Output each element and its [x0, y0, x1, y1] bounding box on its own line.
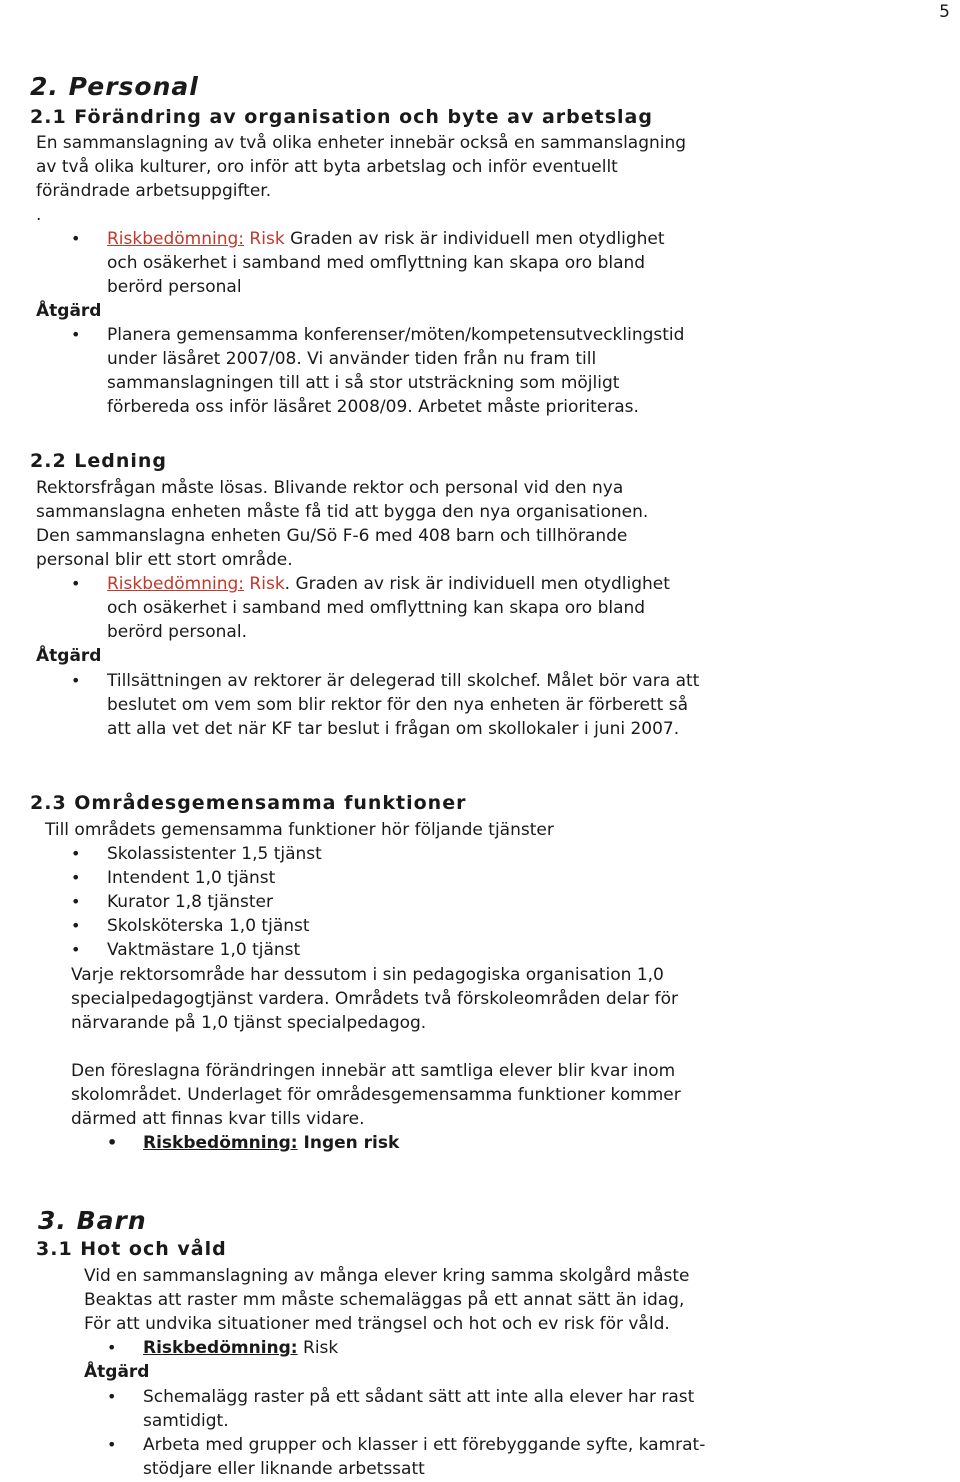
risk-text: . Graden av risk är individuell men otydlighet [284, 574, 670, 594]
heading-2-3: 2.3 Områdesgemensamma funktioner [30, 792, 467, 814]
action-bullet-3-1-a [107, 1385, 694, 1433]
risk-value: Risk [297, 1338, 339, 1358]
text-line: beslutet om vem som blir rektor för den nya enheten är förberett så [107, 695, 689, 715]
text-line: närvarande på 1,0 tjänst specialpedagog. [71, 1013, 427, 1033]
text-line: och osäkerhet i samband med omflyttning kan skapa oro bland [107, 598, 646, 618]
risk-label: Riskbedömning: [107, 574, 245, 594]
list-item: • Intendent 1,0 tjänst [71, 866, 322, 890]
heading-3-1: 3.1 Hot och våld [36, 1238, 227, 1260]
text-line: Varje rektorsområde har dessutom i sin pedagogiska organisation 1,0 [71, 965, 664, 985]
page-number: 5 [939, 2, 950, 22]
text-line: Vid en sammanslagning av många elever kring samma skolgård måste [84, 1266, 690, 1286]
services-list [71, 842, 322, 962]
text-line: Rektorsfrågan måste lösas. Blivande rektor och personal vid den nya [36, 478, 624, 498]
text-line: skolområdet. Underlaget för områdesgemensamma funktioner kommer [71, 1085, 681, 1105]
heading-2-2: 2.2 Ledning [30, 450, 168, 472]
text-line: och osäkerhet i samband med omflyttning kan skapa oro bland [107, 253, 646, 273]
risk-value: Ingen risk [297, 1133, 400, 1153]
section-3-1-intro [84, 1264, 689, 1336]
action-label-2-1: Åtgärd [36, 301, 102, 321]
action-label-3-1: Åtgärd [84, 1362, 150, 1382]
text-line: berörd personal. [107, 622, 247, 642]
text-line: • Arbeta med grupper och klasser i ett förebyggande syfte, kamrat- [107, 1433, 705, 1457]
text-line: förbereda oss inför läsåret 2008/09. Arbetet måste prioriteras. [107, 397, 639, 417]
action-bullet-3-1-b [107, 1433, 705, 1481]
text-line: stödjare eller liknande arbetssatt [143, 1459, 425, 1479]
section-title-personal: 2. Personal [30, 72, 199, 101]
heading-2-1: 2.1 Förändring av organisation och byte av arbetslag [30, 106, 653, 128]
text-line: specialpedagogtjänst vardera. Områdets två förskoleområden delar för [71, 989, 678, 1009]
text-line: Den föreslagna förändringen innebär att samtliga elever blir kvar inom [71, 1061, 676, 1081]
risk-label: Riskbedömning: [107, 229, 245, 249]
text-line: . [36, 205, 42, 225]
text-line: • Tillsättningen av rektorer är delegerad till skolchef. Målet bör vara att [71, 669, 699, 693]
risk-bullet-2-1 [71, 227, 665, 299]
text-line: samtidigt. [143, 1411, 229, 1431]
risk-value: Risk [244, 574, 285, 594]
text-line: Den sammanslagna enheten Gu/Sö F-6 med 408 barn och tillhörande [36, 526, 628, 546]
text-line: personal blir ett stort område. [36, 550, 293, 570]
risk-bullet-3-1 [107, 1336, 338, 1360]
text-line: Till områdets gemensamma funktioner hör följande tjänster [45, 820, 554, 840]
text-line: sammanslagningen till att i så stor utsträckning som möjligt [107, 373, 620, 393]
section-2-3-para2 [71, 1059, 681, 1131]
action-bullet-2-1 [71, 323, 684, 419]
text-line: • Planera gemensamma konferenser/möten/kompetensutvecklingstid [71, 323, 684, 347]
text-line: förändrade arbetsuppgifter. [36, 181, 272, 201]
risk-bullet-2-2 [71, 572, 670, 644]
action-bullet-2-2 [71, 669, 699, 741]
risk-bullet-2-3 [107, 1131, 399, 1155]
text-line: För att undvika situationer med trängsel och hot och ev risk för våld. [84, 1314, 670, 1334]
list-item: • Skolassistenter 1,5 tjänst [71, 842, 322, 866]
action-label-2-2: Åtgärd [36, 646, 102, 666]
text-line: under läsåret 2007/08. Vi använder tiden från nu fram till [107, 349, 597, 369]
text-line: av två olika kulturer, oro inför att byta arbetslag och inför eventuellt [36, 157, 618, 177]
section-2-1-intro [36, 131, 686, 227]
list-item: • Kurator 1,8 tjänster [71, 890, 322, 914]
risk-value: Risk [244, 229, 285, 249]
text-line: Beaktas att raster mm måste schemaläggas på ett annat sätt än idag, [84, 1290, 685, 1310]
list-item: • Skolsköterska 1,0 tjänst [71, 914, 322, 938]
risk-label: Riskbedömning: [143, 1133, 298, 1153]
section-2-3-intro [45, 818, 554, 842]
text-line: En sammanslagning av två olika enheter innebär också en sammanslagning [36, 133, 687, 153]
list-item: • Vaktmästare 1,0 tjänst [71, 938, 322, 962]
text-line: att alla vet det när KF tar beslut i frågan om skollokaler i juni 2007. [107, 719, 680, 739]
risk-text: Graden av risk är individuell men otydlighet [284, 229, 665, 249]
text-line: därmed att finnas kvar tills vidare. [71, 1109, 365, 1129]
text-line: sammanslagna enheten måste få tid att bygga den nya organisationen. [36, 502, 649, 522]
section-title-barn: 3. Barn [38, 1206, 147, 1235]
text-line: berörd personal [107, 277, 242, 297]
risk-label: Riskbedömning: [143, 1338, 298, 1358]
text-line: • Schemalägg raster på ett sådant sätt att inte alla elever har rast [107, 1385, 694, 1409]
section-2-3-para1 [71, 963, 678, 1035]
section-2-2-intro [36, 476, 648, 572]
